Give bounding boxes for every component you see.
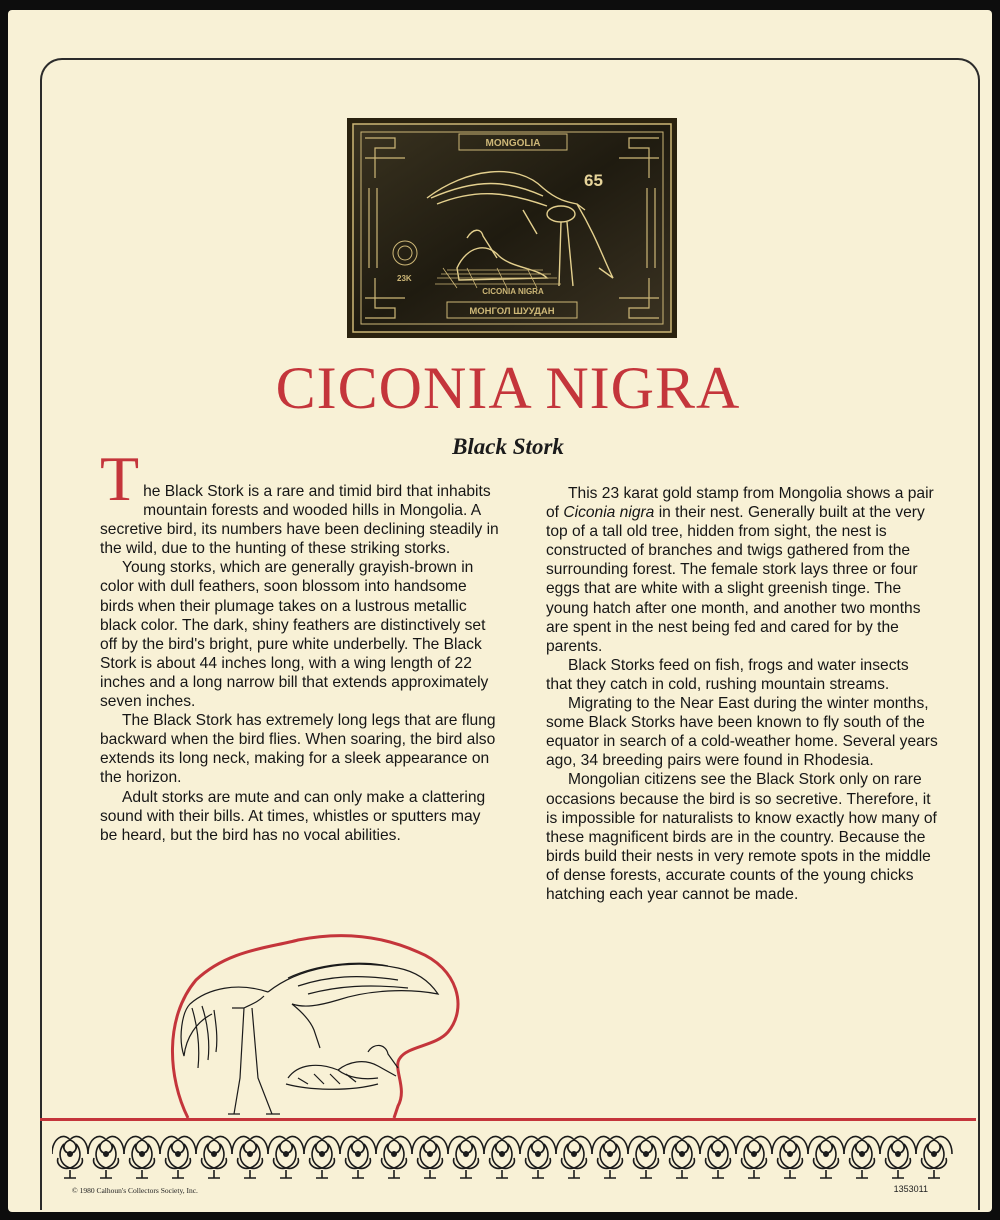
stamp-country-local: МОНГОЛ ШУУДАН [469,306,555,317]
stamp-karat: 23K [397,274,412,283]
right-column [546,484,938,904]
paragraph-legs: The Black Stork has extremely long legs that are flung backward when the bird flies. When soaring, the bird also extends its long neck, making for a sleek appearance on the horizon. [100,712,496,787]
page-subtitle: Black Stork [452,434,564,459]
left-column [100,443,500,845]
paragraph-secretive: Mongolian citizens see the Black Stork only on rare occasions because the bird is so secretive. Therefore, it is impossible for naturalists to know exactly how many of these magnificent birds are in the country. Because the birds build their nests in very remote spots in the middle of dense forests, accurate counts of the young chicks hatching each year cannot be made. [546,771,937,903]
paragraph-stamp [546,484,938,656]
paragraph-text: he Black Stork is a rare and timid bird that inhabits mountain forests and wooded hills in Mongolia. A secretive bird, its numbers have been declining steadily in the wild, due to the hunting of these striking storks. [100,483,499,558]
paragraph-feeding: Black Storks feed on fish, frogs and water insects that they catch in cold, rushing mountain streams. [546,656,909,693]
species-italic: Ciconia nigra [563,504,655,522]
paragraph-young-storks: Young storks, which are generally grayish-brown in color with dull feathers, soon blossom into handsome birds when their plumage takes on a lustrous metallic black color. The dark, shiny feathers are distinctively set off by the bird's bright, pure white underbelly. The Black Stork is about 44 inches long, with a wing length of 22 inches and a long narrow bill that extends approximately seven inches. [100,559,489,711]
stamp-value: 65 [584,171,603,190]
paragraph-text: This 23 karat gold stamp from Mongolia shows a pair of [546,485,934,522]
gold-stamp [347,118,677,338]
paragraph-intro [100,443,500,558]
stamp-country: MONGOLIA [485,138,541,149]
stamp-artwork [347,118,677,338]
paragraph-text: in their nest. Generally built at the very top of a tall old tree, hidden from sight, the nest is constructed of branches and twigs gathered from the surrounding forest. The female stork lays three or four eggs that are white with a slight greenish tinge. The young hatch after one month, and another two months are spent in the nest being fed and cared for by the parents. [546,504,925,655]
page-title: CICONIA NIGRA [275,355,741,421]
stork-pair-illustration [168,928,468,1120]
copyright-text: © 1980 Calhoun's Collectors Society, Inc. [72,1186,198,1195]
paragraph-mute: Adult storks are mute and can only make a clattering sound with their bills. At times, whistles or sputters may be heard, but the bird has no vocal abilities. [100,788,486,844]
album-page [8,10,992,1212]
ornament-border [52,1128,968,1180]
serial-number: 1353011 [893,1184,928,1194]
footer-divider [40,1118,976,1121]
drop-cap: T [100,443,140,514]
stamp-species: CICONIA NIGRA [482,287,544,296]
paragraph-migration: Migrating to the Near East during the winter months, some Black Storks have been known to fly south of the equator in search of a cold-weather home. Several years ago, 34 breeding pairs were found in Rhodesia. [546,695,938,770]
